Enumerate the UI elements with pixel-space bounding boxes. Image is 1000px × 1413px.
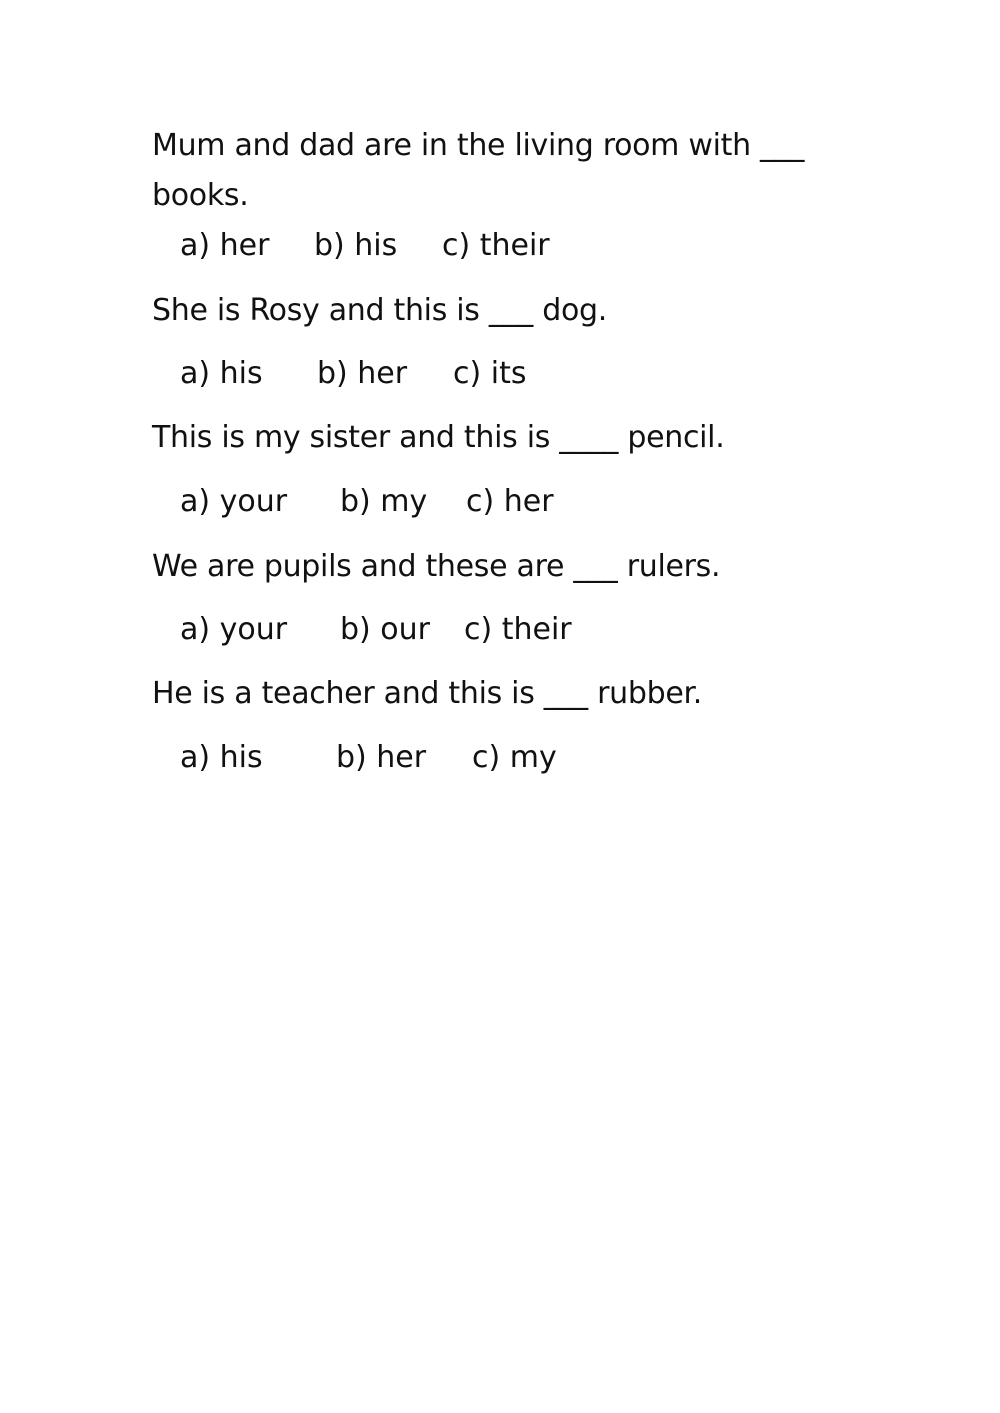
question-3-line-1: This is my sister and this is ____ pencil. <box>152 420 725 455</box>
question-1-text <box>152 121 804 221</box>
question-5-text <box>152 669 702 719</box>
question-5-option-b: b) her <box>336 740 427 775</box>
question-5-line-1: He is a teacher and this is ___ rubber. <box>152 676 703 711</box>
question-3-option-b: b) my <box>340 484 428 519</box>
question-4-text <box>152 542 720 592</box>
question-4-option-b: b) our <box>340 612 430 647</box>
question-1-option-a: a) her <box>180 228 270 263</box>
question-3-text <box>152 413 724 463</box>
question-5-option-a: a) his <box>180 740 263 775</box>
question-4-option-a: a) your <box>180 612 288 647</box>
question-4-line-1: We are pupils and these are ___ rulers. <box>152 549 721 584</box>
question-1-line-1: Mum and dad are in the living room with ___ <box>152 128 805 163</box>
question-1-line-2: books. <box>152 178 249 213</box>
question-2-line-1: She is Rosy and this is ___ dog. <box>152 293 607 328</box>
question-3-option-a: a) your <box>180 484 288 519</box>
question-1-option-b: b) his <box>314 228 398 263</box>
question-2-option-c: c) its <box>453 356 527 391</box>
question-2-option-a: a) his <box>180 356 263 391</box>
question-5-option-c: c) my <box>472 740 557 775</box>
question-4-option-c: c) their <box>464 612 572 647</box>
question-2-text <box>152 286 607 336</box>
question-3-option-c: c) her <box>466 484 554 519</box>
question-1-option-c: c) their <box>442 228 550 263</box>
question-2-option-b: b) her <box>317 356 408 391</box>
